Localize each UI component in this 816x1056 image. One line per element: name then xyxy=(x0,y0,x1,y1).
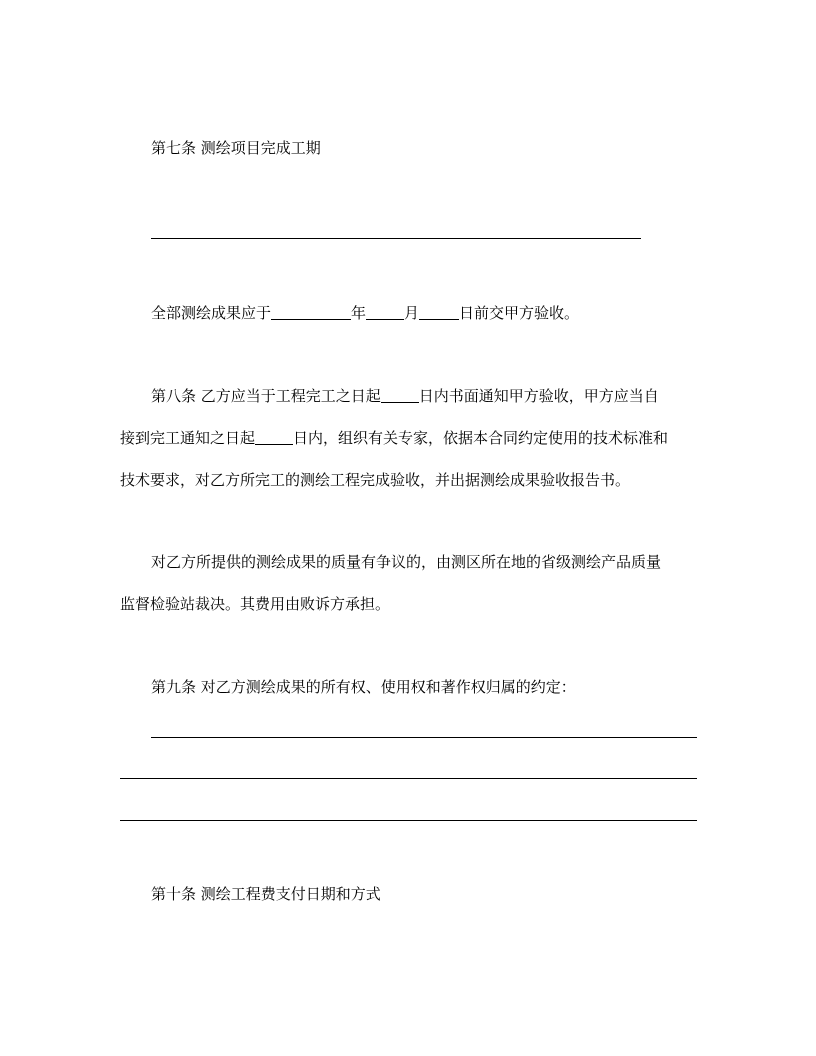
dispute-line-1: 对乙方所提供的测绘成果的质量有争议的，由测区所在地的省级测绘产品质量 xyxy=(151,553,662,571)
article8-line-3: 技术要求，对乙方所完工的测绘工程完成验收，并出据测绘成果验收报告书。 xyxy=(120,471,631,489)
article8-l2-a: 接到完工通知之日起 xyxy=(120,429,256,447)
month-blank xyxy=(366,304,404,320)
article7-delivery-line xyxy=(151,303,697,323)
article8-l1-a: 第八条 乙方应当于工程完工之日起 xyxy=(151,387,381,405)
year-blank xyxy=(271,304,351,320)
article10-heading: 第十条 测绘工程费支付日期和方式 xyxy=(151,885,381,903)
day-suffix: 日前交甲方验收。 xyxy=(459,304,580,322)
article8-line-1 xyxy=(151,386,697,406)
delivery-prefix: 全部测绘成果应于 xyxy=(151,304,272,322)
article9-fill-line-2 xyxy=(120,778,697,779)
acceptance-days-blank xyxy=(255,429,293,445)
article8-l2-b: 日内，组织有关专家，依据本合同约定使用的技术标准和 xyxy=(293,429,669,447)
article7-fill-line xyxy=(151,238,641,239)
notify-days-blank xyxy=(381,387,419,403)
article8-l1-b: 日内书面通知甲方验收，甲方应当自 xyxy=(418,387,659,405)
dispute-line-2: 监督检验站裁决。其费用由败诉方承担。 xyxy=(120,595,391,613)
article9-fill-line-3 xyxy=(120,820,697,821)
article7-heading: 第七条 测绘项目完成工期 xyxy=(151,139,321,157)
article9-fill-line-1 xyxy=(151,737,697,738)
month-label: 月 xyxy=(404,304,420,322)
article9-heading: 第九条 对乙方测绘成果的所有权、使用权和著作权归属的约定： xyxy=(151,678,576,696)
day-blank xyxy=(419,304,459,320)
article8-line-2 xyxy=(120,428,697,448)
year-label: 年 xyxy=(351,304,367,322)
